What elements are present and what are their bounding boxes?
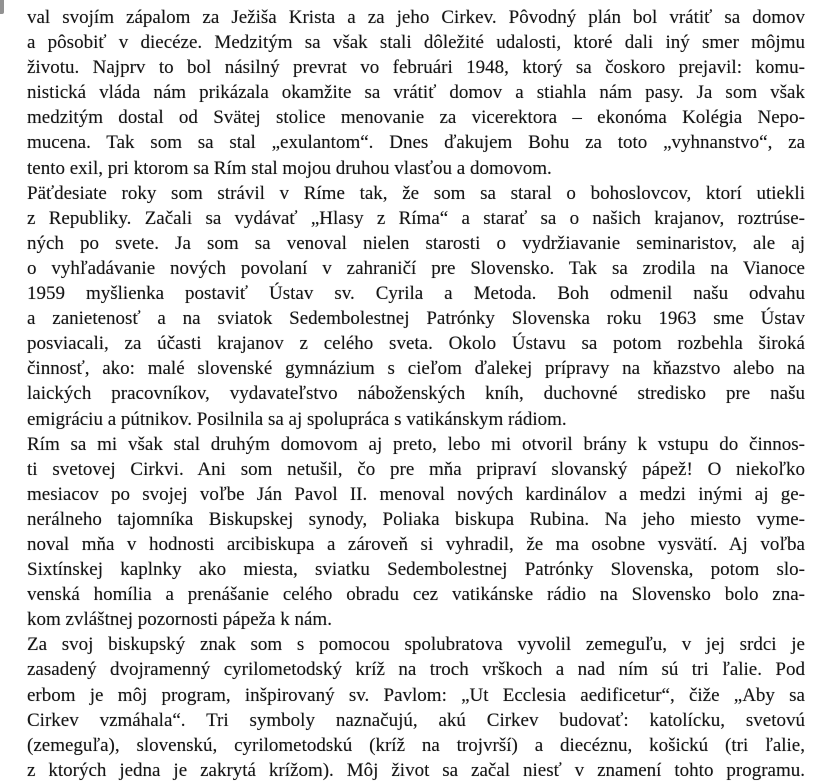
paragraph	[27, 632, 805, 783]
text-line: val svojím zápalom za Ježiša Krista a za jeho Cirkev. Pôvodný plán bol vrátiť sa domov	[27, 7, 805, 28]
text-line: zasadený dvojramenný cyrilometodský kríž na troch vrškoch a nad ním sú tri ľalie. Pod	[27, 659, 805, 681]
text-line: posviacali, za účasti krajanov z celého sveta. Okolo Ústavu sa potom rozbehla široká	[27, 333, 805, 355]
text-line: z ktorých jedna je zakrytá krížom). Môj život sa začal niesť v znamení tohto programu.	[27, 759, 805, 781]
text-line: medzitým dostal od Svätej stolice menovanie za vicerektora – ekonóma Kolégia Nepo-	[27, 107, 805, 129]
scan-artifact	[0, 0, 4, 14]
text-line: Rím sa mi však stal druhým domovom aj preto, lebo mi otvoril brány k vstupu do činnos-	[27, 433, 805, 455]
text-line: ti svetovej Cirkvi. Ani som netušil, čo pre mňa pripraví slovanský pápež! O niekoľko	[27, 458, 805, 480]
paragraph	[27, 432, 805, 633]
text-line: mesiacov po svojej voľbe Ján Pavol II. menoval nových kardinálov a medzi inými aj ge-	[27, 483, 805, 505]
text-line: životu. Najprv to bol násilný prevrat vo februári 1948, ktorý sa čoskoro prejavil: komu-	[27, 57, 805, 79]
text-line: venská homília a prenášanie celého obradu cez vatikánske rádio na Slovensko bolo zna-	[27, 584, 805, 606]
text-line: mucena. Tak som sa stal „exulantom“. Dnes ďakujem Bohu za toto „vyhnanstvo“, za	[27, 132, 805, 154]
text-line: ných po svete. Ja som sa venoval nielen starosti o vydržiavanie seminaristov, ale aj	[27, 232, 805, 254]
text-line: Cirkev vzmáhala“. Tri symboly naznačujú, akú Cirkev budovať: katolícku, svetovú	[27, 709, 805, 731]
text-line: Päťdesiate roky som strávil v Ríme tak, že som sa staral o bohoslovcov, ktorí utiekli	[27, 182, 805, 204]
text-line: 1959 myšlienka postaviť Ústav sv. Cyrila a Metoda. Boh odmenil našu odvahu	[27, 283, 805, 305]
text-line: tento exil, pri ktorom sa Rím stal mojou druhou vlasťou a domovom.	[27, 157, 552, 179]
text-line: a zanietenosť a na sviatok Sedembolestnej Patrónky Slovenska roku 1963 sme Ústav	[27, 308, 805, 330]
text-line: nistická vláda nám prikázala okamžite sa vrátiť domov a stiahla nám pasy. Ja som však	[27, 82, 805, 104]
text-line: laických pracovníkov, vydavateľstvo náboženských kníh, duchovné stredisko pre našu	[27, 383, 805, 405]
text-line: z Republiky. Začali sa vydávať „Hlasy z Ríma“ a starať sa o našich krajanov, roztrúse-	[27, 207, 805, 229]
paragraph	[27, 181, 805, 432]
text-line: Sixtínskej kaplnky ako miesta, sviatku Sedembolestnej Patrónky Slovenska, potom slo-	[27, 559, 805, 581]
text-line: erbom je môj program, inšpirovaný sv. Pavlom: „Ut Ecclesia aedificetur“, čiže „Aby sa	[27, 684, 805, 706]
text-line: noval mňa v hodnosti arcibiskupa a zároveň si vyhradil, že ma osobne vysvätí. Aj voľba	[27, 533, 805, 555]
text-line: Za svoj biskupský znak som s pomocou spolubratova vyvolil zemeguľu, v jej srdci je	[27, 634, 805, 656]
text-line: emigráciu a pútnikov. Posilnila sa aj spolupráca s vatikánskym rádiom.	[27, 408, 567, 430]
paragraph	[27, 5, 805, 181]
text-line: nerálneho tajomníka Biskupskej synody, Poliaka biskupa Rubina. Na jeho miesto vyme-	[27, 508, 805, 530]
text-line: o vyhľadávanie nových povolaní v zahraničí pre Slovensko. Tak sa zrodila na Vianoce	[27, 257, 805, 279]
text-line: kom zvláštnej pozornosti pápeža k nám.	[27, 609, 332, 631]
text-line: a pôsobiť v diecéze. Medzitým sa však stali dôležité udalosti, ktoré dali iný smer môjmu	[27, 32, 805, 54]
text-line: činnosť, ako: malé slovenské gymnázium s cieľom ďalekej prípravy na kňazstvo alebo na	[27, 358, 805, 380]
text-line: (zemeguľa), slovenskú, cyrilometodskú (kríž na trojvrší) a diecéznu, košickú (tri ľalie,	[27, 734, 805, 756]
